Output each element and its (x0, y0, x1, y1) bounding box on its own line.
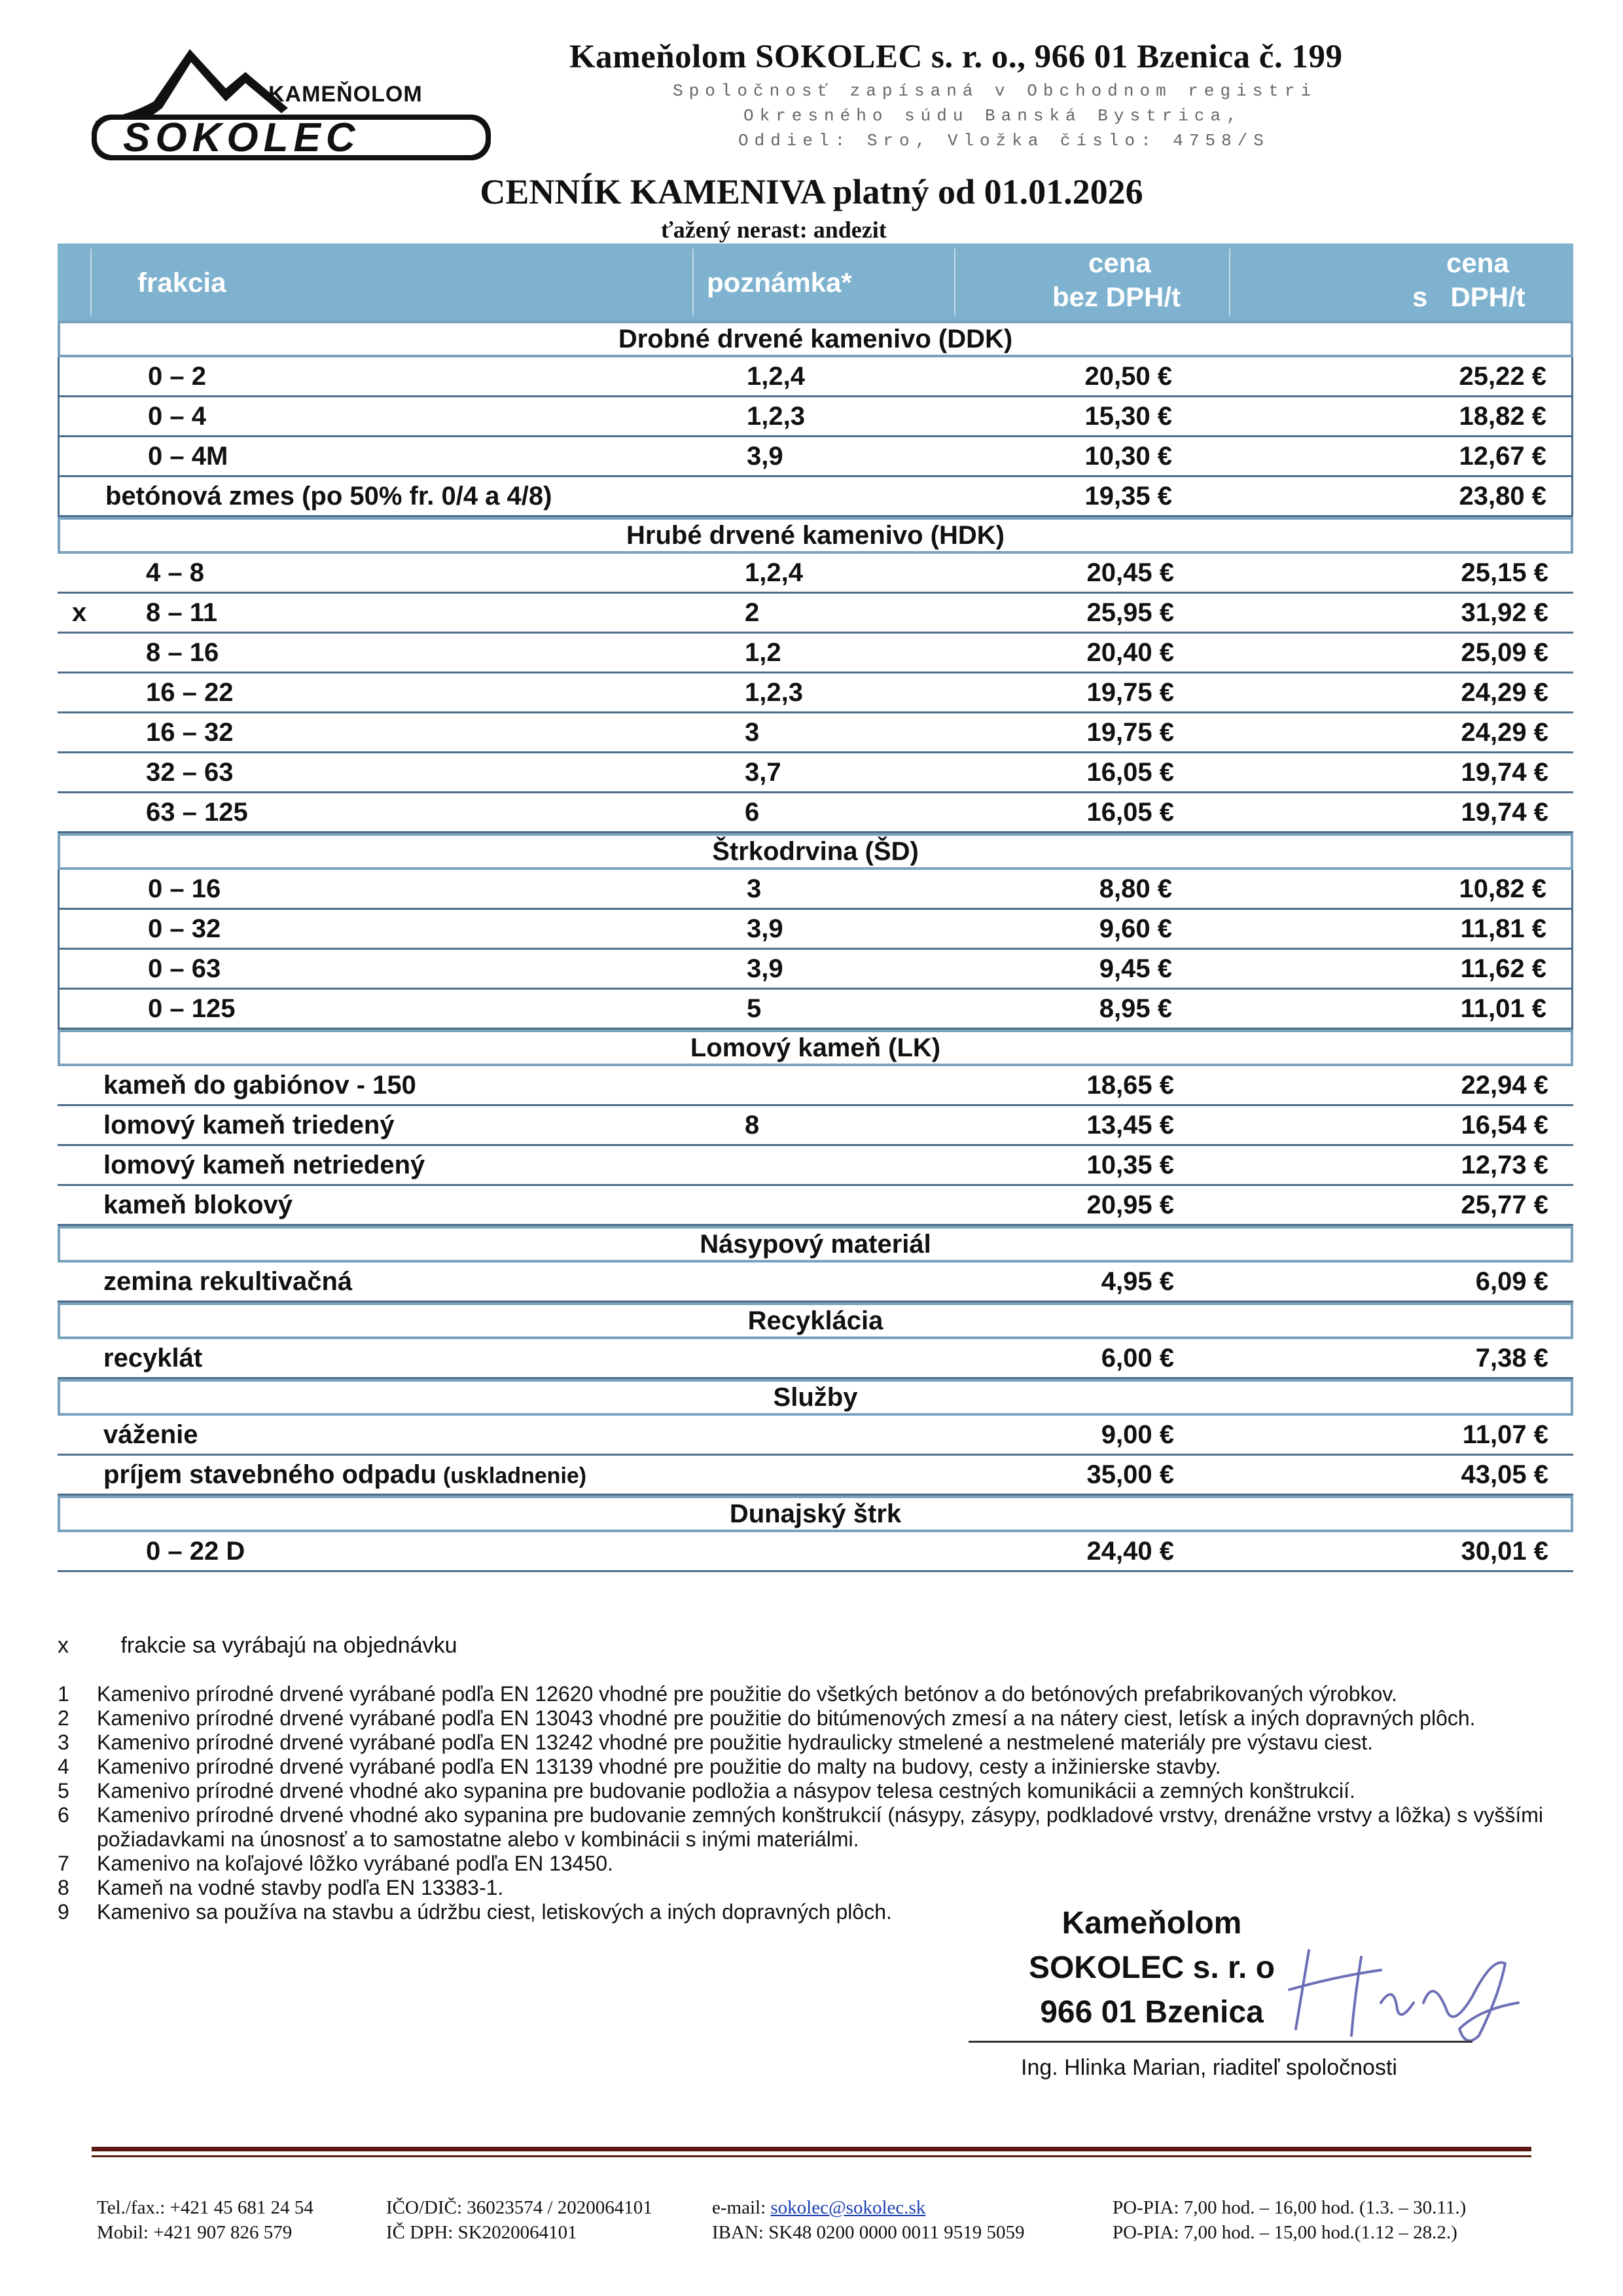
footer-icdph: IČ DPH: SK2020064101 (386, 2222, 577, 2243)
row-note: 5 (747, 994, 762, 1023)
row-fraction: 0 – 2 (148, 362, 206, 391)
row-price-net: 10,30 € (1084, 442, 1172, 471)
row-fraction: zemina rekultivačná (103, 1267, 353, 1296)
header-gross-line-1: cena (1446, 247, 1509, 278)
footnote (58, 1779, 1543, 1803)
stamp-line-2: SOKOLEC s. r. o (1028, 1950, 1275, 1985)
row-price-net: 13,45 € (1086, 1111, 1174, 1139)
table-row (58, 1339, 1573, 1379)
row-price-net: 19,75 € (1086, 678, 1174, 707)
row-price-net: 15,30 € (1084, 402, 1172, 431)
row-fraction: lomový kameň triedený (103, 1111, 395, 1139)
footnote-text: Kamenivo prírodné drvené vyrábané podľa EN 13139 vhodné pre použitie do malty na budovy, cesty a inžinierske stavby. (97, 1755, 1221, 1778)
handwritten-signature (1283, 1937, 1531, 2049)
table-row (58, 397, 1573, 437)
row-price-gross: 10,82 € (1459, 874, 1546, 903)
footer-ico: IČO/DIČ: 36023574 / 2020064101 (386, 2197, 652, 2218)
table-row (58, 753, 1573, 793)
registry-line-2: Okresného súdu Banská Bystrica, (743, 106, 1243, 126)
made-to-order-note (58, 1633, 457, 1659)
row-price-net: 10,35 € (1086, 1151, 1174, 1179)
footnote-number: 1 (58, 1682, 69, 1706)
row-fraction: 0 – 22 D (146, 1537, 245, 1566)
footnote-number: 4 (58, 1755, 69, 1778)
table-row (58, 1456, 1573, 1496)
section-header: Dunajský štrk (58, 1496, 1573, 1532)
company-stamp (982, 1901, 1322, 2035)
table-row (58, 673, 1573, 713)
row-fraction: recyklát (103, 1344, 203, 1372)
row-note: 3,9 (747, 914, 783, 943)
row-price-net: 20,95 € (1086, 1191, 1174, 1219)
row-price-gross: 25,09 € (1461, 638, 1548, 667)
row-fraction: betónová zmes (po 50% fr. 0/4 a 4/8) (105, 482, 552, 511)
company-name: Kameňolom SOKOLEC s. r. o., 966 01 Bzenica č. 199 (569, 39, 1343, 75)
section-header: Hrubé drvené kamenivo (HDK) (58, 517, 1573, 554)
row-note: 1,2,3 (745, 678, 803, 707)
row-note: 3,9 (747, 442, 783, 471)
footer-mobile: Mobil: +421 907 826 579 (97, 2222, 293, 2243)
footer-iban: IBAN: SK48 0200 0000 0011 9519 5059 (712, 2222, 1025, 2243)
row-fraction: 32 – 63 (146, 758, 234, 787)
row-price-gross: 16,54 € (1461, 1111, 1548, 1139)
company-logo (92, 36, 497, 160)
row-price-gross: 11,07 € (1462, 1420, 1548, 1449)
row-fraction: 16 – 32 (146, 718, 234, 747)
document-title: CENNÍK KAMENIVA platný od 01.01.2026 (480, 172, 1143, 211)
table-row (58, 950, 1573, 990)
section-header: Štrkodrvina (ŠD) (58, 833, 1573, 870)
footnote (58, 1731, 1543, 1755)
row-price-net: 24,40 € (1086, 1537, 1174, 1566)
logo-top-text: KAMEŇOLOM (268, 82, 423, 107)
row-fraction: 8 – 11 (146, 598, 218, 627)
footnote-text: Kamenivo prírodné drvené vyrábané podľa EN 12620 vhodné pre použitie do všetkých betónov a do betónových prefabrikovaných výrobkov. (97, 1682, 1397, 1706)
row-price-net: 8,80 € (1099, 874, 1172, 903)
table-row (58, 1416, 1573, 1456)
footnote-text: Kamenivo prírodné drvené vyrábané podľa EN 13242 vhodné pre použitie hydraulicky stmelené a nestmelené materiály pre výstavu ciest. (97, 1731, 1373, 1754)
table-body (58, 321, 1573, 1572)
row-price-net: 9,60 € (1099, 914, 1172, 943)
row-fraction: 0 – 16 (148, 874, 221, 903)
row-fraction-text: príjem stavebného odpadu (103, 1460, 437, 1489)
footnote-number: 3 (58, 1731, 69, 1754)
signature-line (969, 2041, 1472, 2043)
table-row (58, 1263, 1573, 1302)
row-price-net: 25,95 € (1086, 598, 1174, 627)
footnote-text: Kamenivo sa používa na stavbu a údržbu ciest, letiskových a iných dopravných plôch. (97, 1900, 892, 1924)
row-price-gross: 12,73 € (1461, 1151, 1548, 1179)
footnote-text: Kamenivo prírodné drvené vyrábané podľa EN 13043 vhodné pre použitie do bitúmenových zmesí a na nátery ciest, letísk a iných dopravných plôch. (97, 1706, 1476, 1730)
row-note: 8 (745, 1111, 760, 1139)
row-fraction: lomový kameň netriedený (103, 1151, 425, 1179)
footer-email (712, 2197, 925, 2219)
row-price-gross: 7,38 € (1475, 1344, 1548, 1372)
registry-line-1: Spoločnosť zapísaná v Obchodnom registri (673, 81, 1317, 101)
row-price-gross: 11,81 € (1460, 914, 1546, 943)
section-header: Lomový kameň (LK) (58, 1030, 1573, 1066)
table-row (58, 1106, 1573, 1146)
row-note: 1,2,4 (747, 362, 805, 391)
row-price-gross: 25,22 € (1459, 362, 1546, 391)
header-gross-line-2: s DPH/t (1412, 281, 1525, 312)
row-note: 2 (745, 598, 760, 627)
row-price-gross: 25,15 € (1461, 558, 1548, 587)
row-note: 1,2 (745, 638, 781, 667)
table-row (58, 713, 1573, 753)
section-header: Služby (58, 1379, 1573, 1416)
row-fraction (103, 1460, 586, 1490)
row-fraction: 0 – 4M (148, 442, 228, 471)
footnote (58, 1803, 1543, 1852)
footnote-text: Kamenivo na koľajové lôžko vyrábané podľa EN 13450. (97, 1852, 613, 1875)
table-row (58, 910, 1573, 950)
row-price-net: 6,00 € (1101, 1344, 1174, 1372)
header-net-line-2: bez DPH/t (1052, 281, 1181, 312)
row-price-gross: 11,62 € (1460, 954, 1546, 983)
row-note: 1,2,3 (747, 402, 805, 431)
footnote-number: 6 (58, 1803, 69, 1827)
row-fraction: kameň do gabiónov - 150 (103, 1071, 416, 1100)
x-mark: x (58, 1633, 69, 1658)
header-net-line-1: cena (1088, 247, 1151, 278)
table-row (58, 634, 1573, 673)
footnote-number: 2 (58, 1706, 69, 1730)
table-row (58, 477, 1573, 517)
section-header: Recyklácia (58, 1302, 1573, 1339)
row-price-gross: 12,67 € (1459, 442, 1546, 471)
signer-name: Ing. Hlinka Marian, riaditeľ spoločnosti (1021, 2055, 1397, 2080)
row-fraction: 0 – 63 (148, 954, 221, 983)
row-note: 1,2,4 (745, 558, 803, 587)
footnote (58, 1852, 1543, 1876)
table-row (58, 793, 1573, 833)
row-price-net: 35,00 € (1086, 1460, 1174, 1489)
footnote-number: 7 (58, 1852, 69, 1875)
email-label: e-mail: (712, 2197, 766, 2218)
row-price-net: 8,95 € (1099, 994, 1172, 1023)
row-price-net: 18,65 € (1086, 1071, 1174, 1100)
row-fraction: 63 – 125 (146, 798, 248, 827)
row-fraction-detail: (uskladnenie) (442, 1463, 587, 1488)
table-header (58, 243, 1573, 321)
table-row (58, 554, 1573, 594)
document-subtitle: ťažený nerast: andezit (661, 217, 887, 243)
row-price-gross: 18,82 € (1459, 402, 1546, 431)
row-price-gross: 30,01 € (1461, 1537, 1548, 1566)
table-row (58, 357, 1573, 397)
row-fraction: 4 – 8 (146, 558, 204, 587)
row-price-gross: 11,01 € (1460, 994, 1546, 1023)
header-note: poznámka* (707, 267, 852, 298)
email-link[interactable]: sokolec@sokolec.sk (770, 2197, 926, 2218)
section-header: Násypový materiál (58, 1226, 1573, 1263)
row-price-net: 9,45 € (1099, 954, 1172, 983)
logo-main-text: SOKOLEC (123, 115, 361, 160)
footnote (58, 1876, 1543, 1900)
footnote-number: 9 (58, 1900, 69, 1924)
row-fraction: 8 – 16 (146, 638, 219, 667)
row-fraction: váženie (103, 1420, 198, 1449)
footnote-text: Kameň na vodné stavby podľa EN 13383-1. (97, 1876, 504, 1899)
row-price-net: 4,95 € (1101, 1267, 1174, 1296)
footnotes (58, 1682, 1543, 1924)
table-row (58, 1186, 1573, 1226)
footnote-number: 5 (58, 1779, 69, 1803)
row-price-gross: 24,29 € (1461, 678, 1548, 707)
row-price-gross: 23,80 € (1459, 482, 1546, 511)
section-header: Drobné drvené kamenivo (DDK) (58, 321, 1573, 357)
row-price-net: 20,45 € (1086, 558, 1174, 587)
footnote (58, 1682, 1543, 1706)
row-fraction: kameň blokový (103, 1191, 293, 1219)
x-note-text: frakcie sa vyrábajú na objednávku (120, 1633, 457, 1658)
footer-hours-1: PO-PIA: 7,00 hod. – 16,00 hod. (1.3. – 30.11.) (1113, 2197, 1467, 2218)
table-row (58, 990, 1573, 1030)
row-mark: x (72, 598, 87, 627)
row-note: 3 (747, 874, 762, 903)
row-price-net: 20,50 € (1084, 362, 1172, 391)
footer-divider (92, 2147, 1531, 2151)
row-price-gross: 43,05 € (1461, 1460, 1548, 1489)
footnote-text: Kamenivo prírodné drvené vhodné ako sypanina pre budovanie zemných konštrukcií (násypy, zásypy, podkladové vrstvy, drenážne vrstvy a lôžka) s vyššími požiadavkami na únosnosť a to samostatne alebo v kombinácii s inými materiálmi. (97, 1803, 1543, 1851)
table-row (58, 1532, 1573, 1572)
row-fraction: 0 – 4 (148, 402, 206, 431)
row-fraction: 0 – 32 (148, 914, 221, 943)
stamp-line-1: Kameňolom (1061, 1906, 1242, 1941)
row-note: 3,7 (745, 758, 781, 787)
row-fraction: 16 – 22 (146, 678, 234, 707)
header-fraction: frakcia (137, 267, 226, 298)
footnote (58, 1755, 1543, 1779)
row-fraction: 0 – 125 (148, 994, 236, 1023)
row-price-net: 19,75 € (1086, 718, 1174, 747)
row-price-net: 16,05 € (1086, 798, 1174, 827)
price-table (58, 243, 1573, 1572)
table-row (58, 437, 1573, 477)
footer-hours-2: PO-PIA: 7,00 hod. – 15,00 hod.(1.12 – 28.2.) (1113, 2222, 1457, 2243)
row-price-gross: 6,09 € (1475, 1267, 1548, 1296)
row-price-gross: 25,77 € (1461, 1191, 1548, 1219)
row-price-net: 19,35 € (1084, 482, 1172, 511)
row-price-net: 16,05 € (1086, 758, 1174, 787)
row-note: 3,9 (747, 954, 783, 983)
stamp-line-3: 966 01 Bzenica (1040, 1995, 1264, 2030)
row-price-net: 9,00 € (1101, 1420, 1174, 1449)
row-price-gross: 19,74 € (1461, 758, 1548, 787)
footer-divider-thin (92, 2155, 1531, 2157)
row-price-gross: 24,29 € (1461, 718, 1548, 747)
registry-line-3: Oddiel: Sro, Vložka číslo: 4758/S (738, 131, 1270, 151)
row-note: 3 (745, 718, 760, 747)
footnote-text: Kamenivo prírodné drvené vhodné ako sypanina pre budovanie podložia a násypov telesa cestných komunikácii a zemných konštrukcií. (97, 1779, 1355, 1803)
table-row (58, 1066, 1573, 1106)
footnote-number: 8 (58, 1876, 69, 1899)
row-note: 6 (745, 798, 760, 827)
row-price-net: 20,40 € (1086, 638, 1174, 667)
table-row (58, 1146, 1573, 1186)
table-row (58, 594, 1573, 634)
table-row (58, 870, 1573, 910)
footer-phone: Tel./fax.: +421 45 681 24 54 (97, 2197, 313, 2218)
row-price-gross: 19,74 € (1461, 798, 1548, 827)
row-price-gross: 31,92 € (1461, 598, 1548, 627)
row-price-gross: 22,94 € (1461, 1071, 1548, 1100)
footnote (58, 1706, 1543, 1731)
